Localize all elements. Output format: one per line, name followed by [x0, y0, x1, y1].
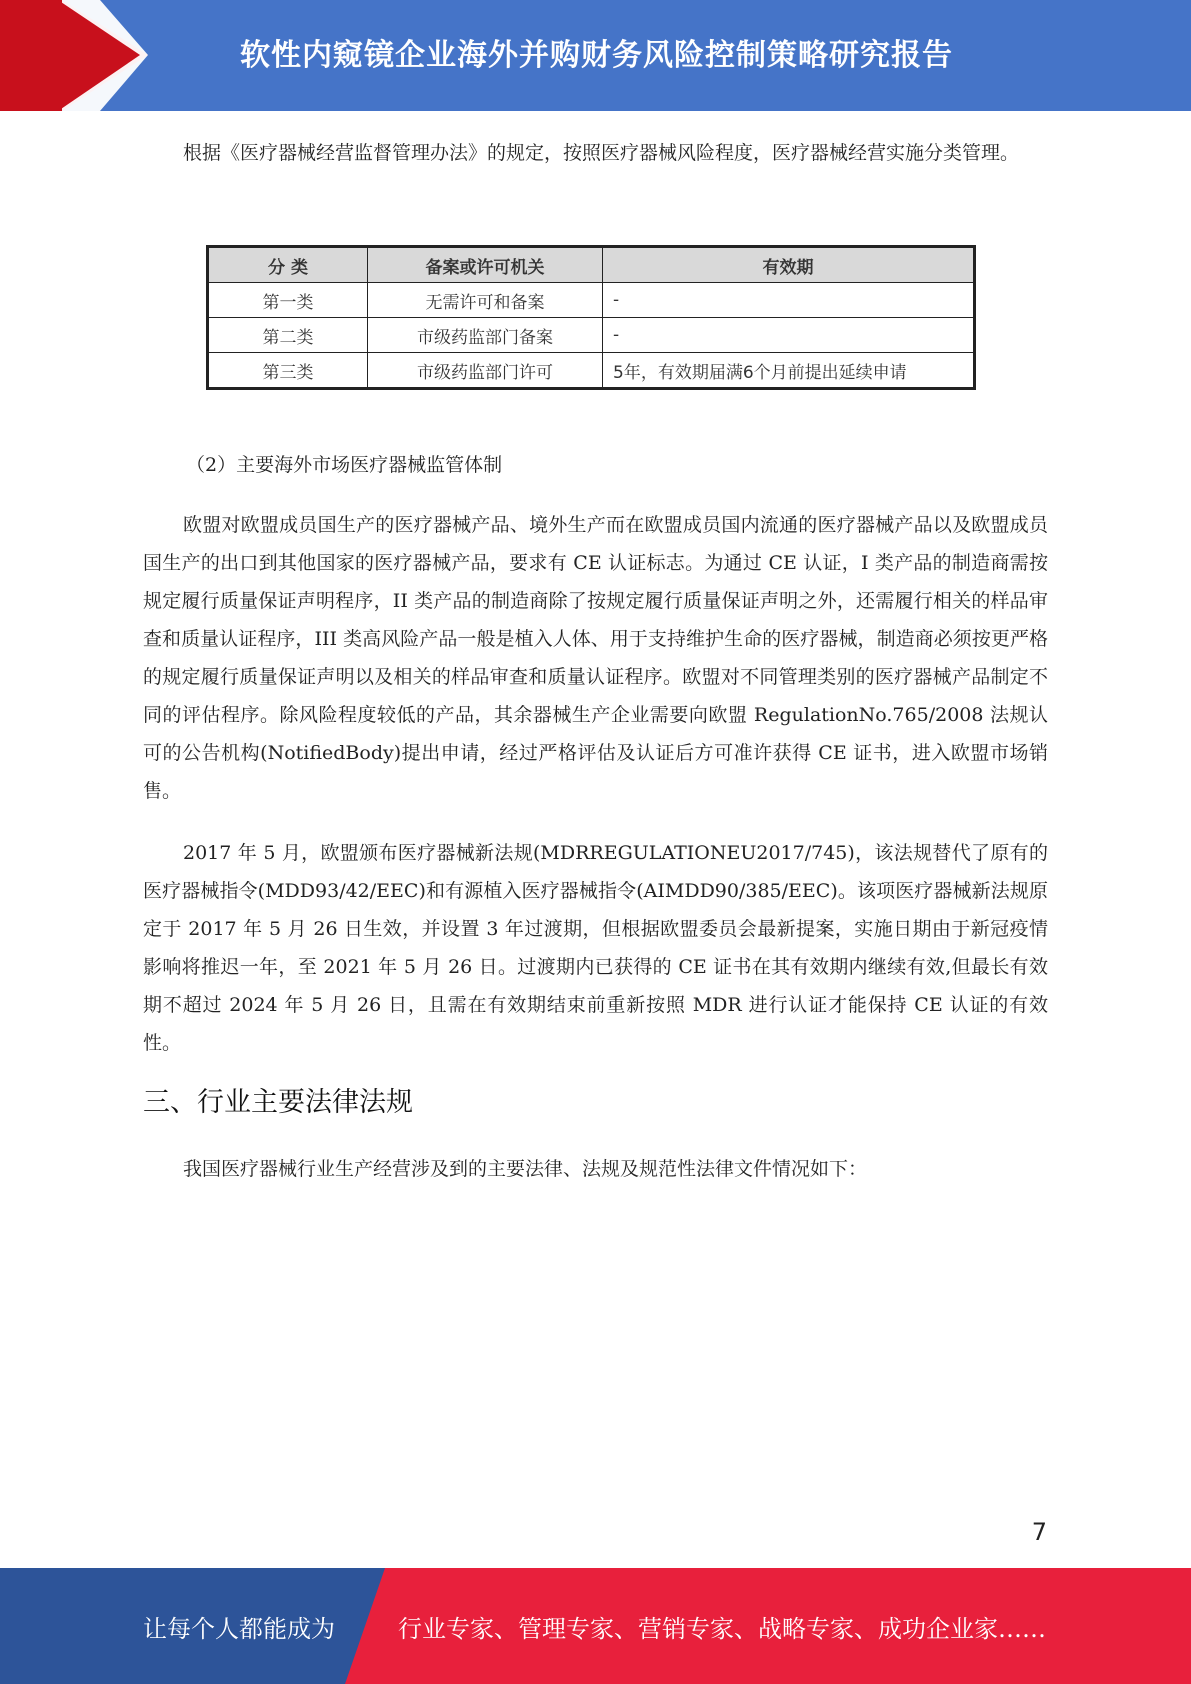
section-heading: 三、行业主要法律法规 — [143, 1087, 413, 1118]
mdr-paragraph: 2017 年 5 月，欧盟颁布医疗器械新法规(MDRREGULATIONEU2017/745)，该法规替代了原有的医疗器械指令(MDD93/42/EEC)和有源植入医疗器械指令(AIMDD90/385/EEC)。该项医疗器械新法规原定于 2017 年 5 月 26 日生效，并设置 3 年过渡期，但根据欧盟委员会最新提案，实施日期由于新冠疫情影响将推迟一年，至 2021 年 5 月 26 日。过渡期内已获得的 CE 证书在其有效期内继续有效,但最长有效期不超过 2024 年 5 月 26 日，且需在有效期结束前重新按照 MDR 进行认证才能保持 CE 认证的有效性。 — [143, 842, 1048, 1054]
table-cell: 市级药监部门备案 — [368, 318, 603, 353]
table-cell: 第一类 — [208, 283, 368, 318]
table-row — [208, 318, 975, 353]
page-footer — [0, 1568, 1191, 1684]
table-header-cell: 备案或许可机关 — [368, 247, 603, 283]
table-cell: 5年，有效期届满6个月前提出延续申请 — [603, 353, 975, 389]
eu-regulation-paragraph: 欧盟对欧盟成员国生产的医疗器械产品、境外生产而在欧盟成员国内流通的医疗器械产品以及欧盟成员国生产的出口到其他国家的医疗器械产品，要求有 CE 认证标志。为通过 CE 认证，I 类产品的制造商需按规定履行质量保证声明程序，II 类产品的制造商除了按规定履行质量保证声明之外，还需履行相关的样品审查和质量认证程序，III 类高风险产品一般是植入人体、用于支持维护生命的医疗器械，制造商必须按更严格的规定履行质量保证声明以及相关的样品审查和质量认证程序。欧盟对不同管理类别的医疗器械产品制定不同的评估程序。除风险程度较低的产品，其余器械生产企业需要向欧盟 RegulationNo.765/2008 法规认可的公告机构(NotifiedBody)提出申请，经过严格评估及认证后方可准许获得 CE 证书，进入欧盟市场销售。 — [143, 514, 1048, 802]
table-header-cell: 分 类 — [208, 247, 368, 283]
footer-slogan-right: 行业专家、管理专家、营销专家、战略专家、成功企业家…… — [398, 1615, 1046, 1643]
laws-paragraph: 我国医疗器械行业生产经营涉及到的主要法律、法规及规范性法律文件情况如下： — [183, 1158, 868, 1180]
intro-paragraph: 根据《医疗器械经营监督管理办法》的规定，按照医疗器械风险程度，医疗器械经营实施分类管理。 — [183, 142, 1020, 164]
table-header-row — [208, 247, 975, 283]
footer-slogan-left: 让每个人都能成为 — [143, 1615, 335, 1643]
table-cell: 市级药监部门许可 — [368, 353, 603, 389]
page-number: 7 — [1031, 1518, 1047, 1546]
classification-table — [206, 245, 976, 390]
report-title: 软性内窥镜企业海外并购财务风险控制策略研究报告 — [240, 38, 953, 73]
page-header — [0, 0, 1191, 111]
subheading: （2）主要海外市场医疗器械监管体制 — [186, 454, 503, 476]
table-cell: 无需许可和备案 — [368, 283, 603, 318]
table-row — [208, 353, 975, 389]
table-cell: - — [603, 318, 975, 353]
table-cell: 第三类 — [208, 353, 368, 389]
table-row — [208, 283, 975, 318]
table-header-cell: 有效期 — [603, 247, 975, 283]
table-cell: 第二类 — [208, 318, 368, 353]
table-cell: - — [603, 283, 975, 318]
